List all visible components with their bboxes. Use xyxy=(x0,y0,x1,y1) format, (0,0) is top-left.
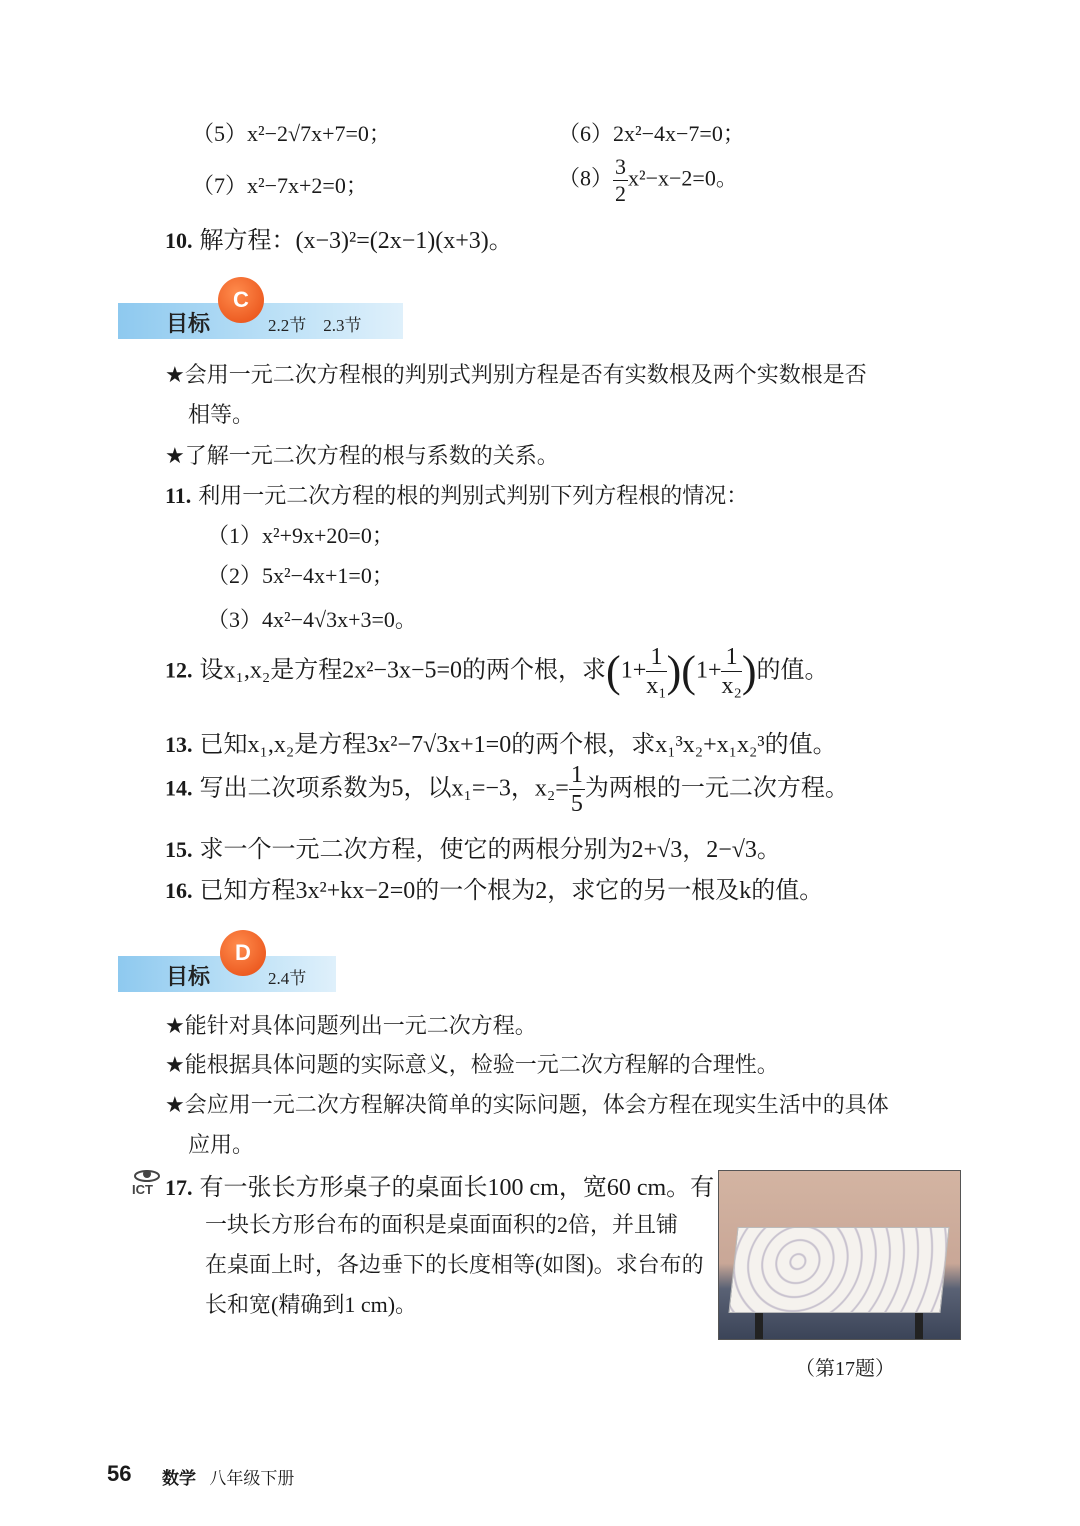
footer-grade: 八年级下册 xyxy=(209,1469,295,1489)
section-label: 目标 xyxy=(166,312,211,337)
ict-icon xyxy=(130,1166,164,1196)
question-11-part-3: （3）4x²−4√3x+3=0。 xyxy=(207,607,417,632)
goal-d-3: ★会应用一元二次方程解决简单的实际问题，体会方程在现实生活中的具体 xyxy=(165,1093,889,1118)
question-17-line-3: 在桌面上时，各边垂下的长度相等(如图)。求台布的 xyxy=(205,1252,704,1277)
question-text: 解方程：(x−3)²=(2x−1)(x+3)。 xyxy=(199,228,513,254)
page-number: 56 xyxy=(107,1461,132,1486)
question-text-end: 为两根的一元二次方程。 xyxy=(584,775,849,802)
goal-c-1-cont: 相等。 xyxy=(188,403,255,428)
question-13 xyxy=(165,724,837,759)
question-text: 设x₁,x₂是方程2x²−3x−5=0的两个根，求 xyxy=(199,657,607,684)
goal-d-3-cont: 应用。 xyxy=(188,1133,255,1158)
question-text-end: 的值。 xyxy=(756,657,829,684)
question-number: 17. xyxy=(165,1175,193,1200)
question-14 xyxy=(165,763,849,816)
tablecloth xyxy=(728,1227,949,1313)
fraction-numerator: 1 xyxy=(646,645,666,672)
left-paren: ( xyxy=(606,647,621,696)
question-number: 12. xyxy=(165,657,193,683)
fraction-numerator: 1 xyxy=(721,645,741,672)
question-number: 11. xyxy=(165,483,192,508)
fraction-numerator: 1 xyxy=(570,762,583,788)
footer-subject: 数学 xyxy=(162,1469,196,1489)
goal-d-2: ★能根据具体问题的实际意义，检验一元二次方程解的合理性。 xyxy=(165,1053,779,1078)
problem-6: （6）2x²−4x−7=0； xyxy=(558,121,745,146)
fraction-denominator: 2 xyxy=(615,181,627,206)
fraction xyxy=(569,763,585,816)
question-17-line-4: 长和宽(精确到1 cm)。 xyxy=(205,1292,418,1317)
question-11 xyxy=(165,479,748,510)
question-text: 求一个一元二次方程，使它的两根分别为2+√3，2−√3。 xyxy=(199,837,781,863)
tablecloth-photo xyxy=(718,1170,961,1340)
goal-c-1: ★会用一元二次方程根的判别式判别方程是否有实数根及两个实数根是否 xyxy=(165,363,867,388)
question-16 xyxy=(165,870,823,905)
section-reference: 2.4节 xyxy=(268,969,307,988)
fraction-numerator: 3 xyxy=(615,154,627,179)
question-number: 13. xyxy=(165,732,193,757)
question-11-part-2: （2）5x²−4x+1=0； xyxy=(207,563,394,588)
badge-c-icon: C xyxy=(218,277,264,323)
section-reference: 2.2节 2.3节 xyxy=(268,316,362,335)
question-number: 15. xyxy=(165,837,193,862)
question-11-part-1: （1）x²+9x+20=0； xyxy=(207,523,394,548)
question-text: 利用一元二次方程的根的判别式判别下列方程根的情况： xyxy=(198,484,749,509)
fraction-denominator: x₂ xyxy=(721,673,742,699)
question-number: 10. xyxy=(165,228,193,253)
expr-2: 1+ xyxy=(695,657,722,684)
right-paren: ) xyxy=(741,647,757,696)
question-number: 14. xyxy=(165,775,193,801)
problem-7: （7）x²−7x+2=0； xyxy=(192,173,368,198)
question-number: 16. xyxy=(165,878,193,903)
goal-d-1: ★能针对具体问题列出一元二次方程。 xyxy=(165,1014,537,1039)
section-label: 目标 xyxy=(166,965,211,990)
fraction-2 xyxy=(721,645,741,698)
problem-8 xyxy=(558,156,738,205)
ict-label: ICT xyxy=(132,1182,153,1197)
question-17-line-2: 一块长方形台布的面积是桌面面积的2倍，并且铺 xyxy=(205,1212,679,1237)
figure-caption: （第17题） xyxy=(795,1358,895,1380)
question-text: 已知x₁,x₂是方程3x²−7√3x+1=0的两个根，求x₁³x₂+x₁x₂³的值。 xyxy=(199,732,837,758)
left-paren: ( xyxy=(681,647,696,696)
badge-d-icon: D xyxy=(220,930,266,976)
question-12 xyxy=(165,645,829,698)
problem-8-suffix: x²−x−2=0。 xyxy=(628,165,738,191)
problem-8-fraction xyxy=(613,156,628,205)
fraction-denominator: 5 xyxy=(570,791,583,817)
problem-8-prefix: （8） xyxy=(558,165,614,191)
question-15 xyxy=(165,829,781,864)
question-text: 写出二次项系数为5，以x₁=−3，x₂= xyxy=(199,775,569,802)
footer-book-title xyxy=(162,1464,294,1489)
problem-5: （5）x²−2√7x+7=0； xyxy=(192,121,391,146)
question-17 xyxy=(165,1167,714,1202)
fraction-denominator: x₁ xyxy=(646,673,667,699)
question-text: 已知方程3x²+kx−2=0的一个根为2，求它的另一根及k的值。 xyxy=(199,878,824,904)
question-10 xyxy=(165,220,513,255)
question-text: 有一张长方形桌子的桌面长100 cm，宽60 cm。有 xyxy=(199,1175,715,1201)
expr-1: 1+ xyxy=(620,657,647,684)
goal-c-2: ★了解一元二次方程的根与系数的关系。 xyxy=(165,444,559,469)
fraction-1 xyxy=(646,645,666,698)
right-paren: ) xyxy=(666,647,682,696)
